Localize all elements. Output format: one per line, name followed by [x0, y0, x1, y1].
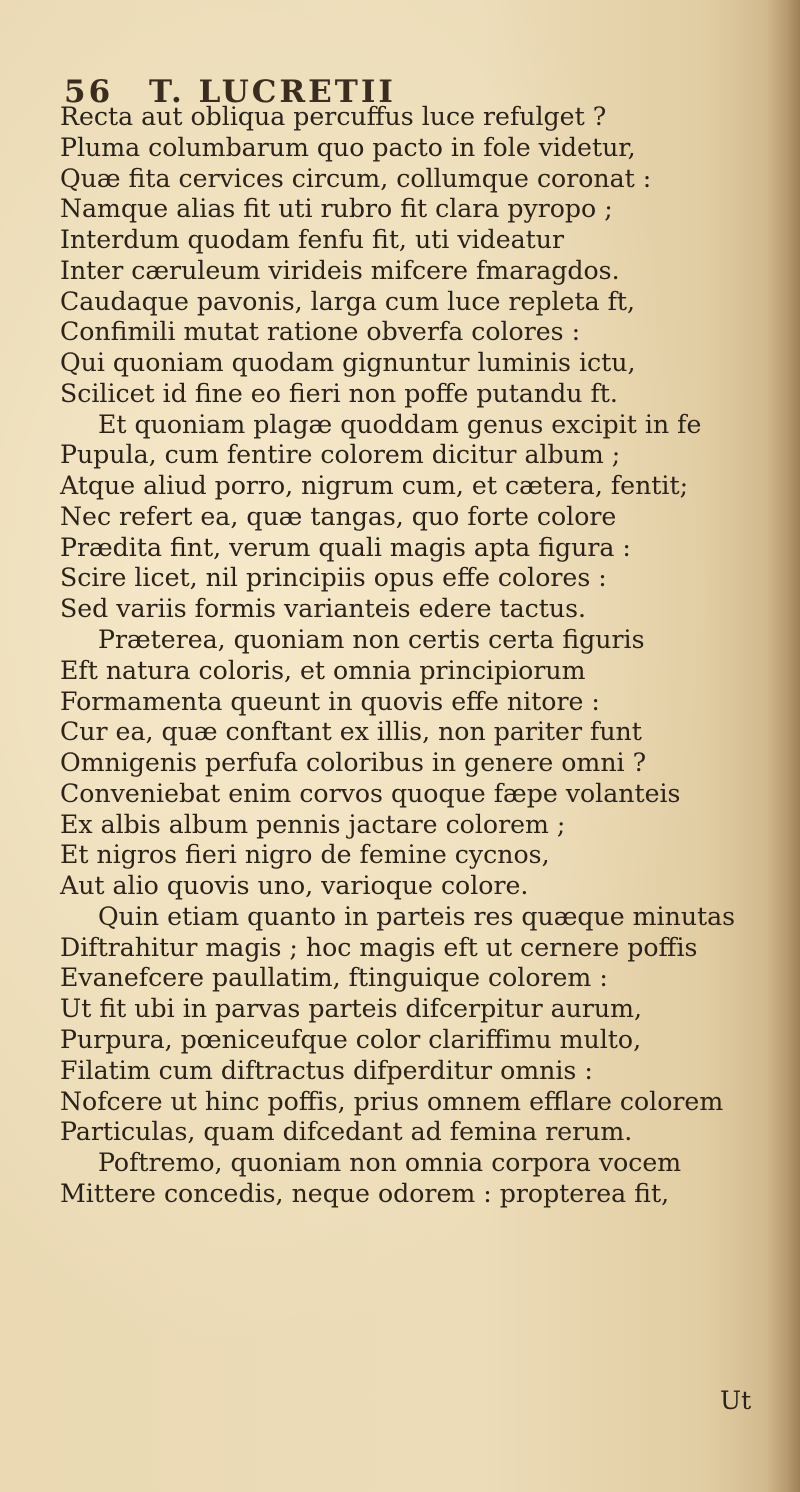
verse-line: Conveniebat enim corvos quoque fæpe volanteis	[60, 778, 681, 808]
verse-line: Qui quoniam quodam gignuntur luminis ictu,	[60, 348, 636, 378]
verse-line: Formamenta queunt in quovis effe nitore :	[60, 686, 600, 716]
verse-text-block	[60, 102, 780, 1210]
verse-line: Confimili mutat ratione obverfa colores :	[60, 317, 581, 347]
verse-line: Sed variis formis varianteis edere tactus.	[60, 594, 587, 624]
verse-line: Aut alio quovis uno, varioque colore.	[60, 871, 529, 901]
verse-line: Et nigros fieri nigro de femine cycnos,	[60, 840, 550, 870]
verse-line: Recta aut obliqua percuffus luce refulget ?	[60, 102, 607, 131]
verse-line: Præterea, quoniam non certis certa figuris	[98, 625, 645, 655]
verse-line: Quæ fita cervices circum, collumque coronat :	[60, 163, 652, 193]
verse-line: Purpura, pœniceufque color clariffimu multo,	[60, 1024, 642, 1054]
verse-line: Particulas, quam difcedant ad femina rerum.	[60, 1117, 633, 1147]
verse-line: Cur ea, quæ conftant ex illis, non pariter funt	[60, 717, 642, 747]
verse-line: Pupula, cum fentire colorem dicitur album ;	[60, 440, 621, 470]
verse-line: Prædita fint, verum quali magis apta figura :	[60, 532, 631, 562]
verse-line: Diftrahitur magis ; hoc magis eft ut cernere poffis	[60, 932, 698, 962]
verse-line: Caudaque pavonis, larga cum luce repleta ft,	[60, 286, 636, 316]
verse-line: Quin etiam quanto in parteis res quæque minutas	[98, 901, 736, 931]
verse-line: Omnigenis perfufa coloribus in genere omni ?	[60, 748, 647, 778]
verse-line: Interdum quodam fenfu fit, uti videatur	[60, 225, 565, 255]
verse-line: Inter cæruleum virideis mifcere fmaragdos.	[60, 255, 620, 285]
verse-line: Ex albis album pennis jactare colorem ;	[60, 809, 566, 839]
verse-line: Eft natura coloris, et omnia principiorum	[60, 655, 586, 685]
verse-line: Ut fit ubi in parvas parteis difcerpitur aurum,	[60, 994, 643, 1024]
verse-line: Atque aliud porro, nigrum cum, et cætera, fentit;	[60, 471, 689, 501]
catchword: Ut	[720, 1386, 752, 1415]
verse-line: Filatim cum diftractus difperditur omnis :	[60, 1055, 593, 1085]
verse-line: Evanefcere paullatim, ftinguique colorem :	[60, 963, 608, 993]
verse-line: Poftremo, quoniam non omnia corpora vocem	[98, 1148, 682, 1178]
page-number: 56	[64, 74, 114, 110]
verse-line: Pluma columbarum quo pacto in fole videtur,	[60, 132, 636, 162]
running-title: T. LUCRETII	[148, 74, 396, 110]
verse-line: Nofcere ut hinc poffis, prius omnem efflare colorem	[60, 1086, 724, 1116]
verse-line: Nec refert ea, quæ tangas, quo forte colore	[60, 501, 617, 531]
verse-line: Scire licet, nil principiis opus effe colores :	[60, 563, 607, 593]
verse-line: Namque alias fit uti rubro fit clara pyropo ;	[60, 194, 613, 224]
verse-line: Scilicet id fine eo fieri non poffe putandu ft.	[60, 378, 618, 408]
verse-line: Mittere concedis, neque odorem : propterea fit,	[60, 1178, 670, 1208]
verse-line: Et quoniam plagæ quoddam genus excipit in fe	[98, 409, 702, 439]
